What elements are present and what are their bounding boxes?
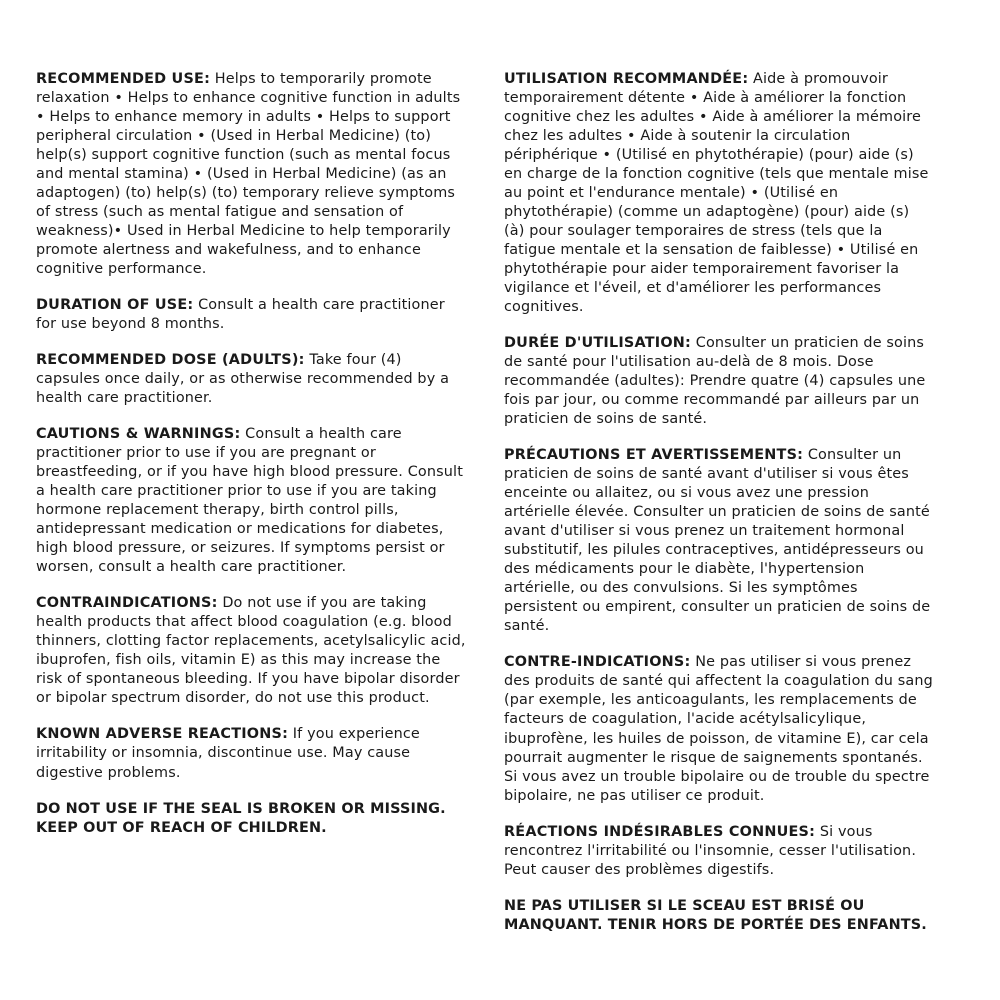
section-body: Ne pas utiliser si vous prenez des produits de santé qui affectent la coagulation du sang (par exemple, les anticoagulants, les remplacements de facteurs de coagulation, l'acide acétylsalicylique, ibuprofène, les huiles de poisson, de vitamine E), car cela pourrait augmenter le risque de saignements spontanés. Si vous avez un trouble bipolaire ou de trouble du spectre bipolaire, ne pas utiliser ce produit.: [504, 654, 933, 804]
section-reactions-indesirables: [504, 823, 934, 880]
section-body: Aide à promouvoir temporairement détente • Aide à améliorer la fonction cognitive chez les adultes • Aide à améliorer la mémoire chez les adultes • Aide à soutenir la circulation périphérique • (Utilisé en phytothérapie) (pour) aide (s) en charge de la fonction cognitive (tels que mentale mise au point et l'endurance mentale) • (Utilisé en phytothérapie) (comme un adaptogène) (pour) aide (s) (à) pour soulager temporaires de stress (tels que la fatigue mentale et la sensation de faiblesse) • Utilisé en phytothérapie pour aider temporairement favoriser la vigilance et l'éveil, et d'améliorer les performances cognitives.: [504, 71, 929, 316]
label-column-french: [504, 70, 934, 935]
section-heading: RECOMMENDED USE:: [36, 71, 211, 87]
section-heading: CAUTIONS & WARNINGS:: [36, 426, 241, 443]
section-cautions-warnings: [36, 425, 466, 577]
label-column-english: [36, 70, 466, 838]
section-body: Consult a health care practitioner prior to use if you are pregnant or breastfeeding, or if you have high blood pressure. Consult a health care practitioner prior to use if you are taking hormone replacement therapy, birth control pills, antidepressant medication or medications for diabetes, high blood pressure, or seizures. If symptoms persist or worsen, consult a health care practitioner.: [36, 426, 463, 576]
section-body: Consult a health care practitioner for use beyond 8 months.: [36, 297, 445, 333]
section-heading: RECOMMENDED DOSE (ADULTS):: [36, 352, 305, 369]
section-contre-indications: [504, 653, 934, 805]
section-body: Si vous rencontrez l'irritabilité ou l'insomnie, cesser l'utilisation. Peut causer des problèmes digestifs.: [504, 823, 917, 878]
section-body: Take four (4) capsules once daily, or as otherwise recommended by a health care practitioner.: [36, 352, 450, 407]
section-body: Do not use if you are taking health products that affect blood coagulation (e.g. blood thinners, clotting factor replacements, acetylsalicylic acid, ibuprofen, fish oils, vitamin E) as this may increase the risk of spontaneous bleeding. If you have bipolar disorder or bipolar spectrum disorder, do not use this product.: [36, 595, 466, 707]
section-heading: CONTRAINDICATIONS:: [36, 595, 218, 612]
section-precautions-avertissements: [504, 446, 934, 636]
section-duration-of-use: [36, 296, 466, 334]
section-utilisation-recommandee: [504, 70, 934, 317]
section-known-adverse-reactions: [36, 725, 466, 782]
section-recommended-dose: [36, 351, 466, 408]
section-body: Consulter un praticien de soins de santé avant d'utiliser si vous êtes enceinte ou allaitez, ou si vous avez une pression artérielle élevée. Consulter un praticien de soins de santé avant d'utiliser si vous prenez un traitement hormonal substitutif, les pilules contraceptives, antidépresseurs ou des médicaments pour le diabète, l'hypertension artérielle, ou des convulsions. Si les symptômes persistent ou empirent, consulter un praticien de soins de santé.: [504, 447, 931, 635]
section-duree-utilisation: [504, 334, 934, 429]
section-body: Consulter un praticien de soins de santé pour l'utilisation au-delà de 8 mois. Dose recommandée (adultes): Prendre quatre (4) capsules une fois par jour, ou comme recommandé par ailleurs par un praticien de soins de santé.: [504, 335, 926, 428]
section-body: If you experience irritability or insomnia, discontinue use. May cause digestive problems.: [36, 726, 420, 781]
section-heading: UTILISATION RECOMMANDÉE:: [504, 71, 749, 87]
label-footer-warning: DO NOT USE IF THE SEAL IS BROKEN OR MISSING. KEEP OUT OF REACH OF CHILDREN.: [36, 800, 446, 836]
section-heading: PRÉCAUTIONS ET AVERTISSEMENTS:: [504, 447, 804, 464]
label-footer-warning: NE PAS UTILISER SI LE SCEAU EST BRISÉ OU MANQUANT. TENIR HORS DE PORTÉE DES ENFANTS.: [504, 897, 927, 933]
section-recommended-use: [36, 70, 466, 279]
section-heading: CONTRE-INDICATIONS:: [504, 654, 691, 671]
section-heading: KNOWN ADVERSE REACTIONS:: [36, 726, 289, 743]
section-heading: DURATION OF USE:: [36, 297, 194, 314]
section-heading: RÉACTIONS INDÉSIRABLES CONNUES:: [504, 823, 816, 840]
section-body: Helps to temporarily promote relaxation • Helps to enhance cognitive function in adults • Helps to enhance memory in adults • Helps to support peripheral circulation • (Used in Herbal Medicine) (to) help(s) support cognitive function (such as mental focus and mental stamina) • (Used in Herbal Medicine) (as an adaptogen) (to) help(s) (to) temporary relieve symptoms of stress (such as mental fatigue and sensation of weakness)• Used in Herbal Medicine to help temporarily promote alertness and wakefulness, and to enhance cognitive performance.: [36, 71, 461, 278]
section-heading: DURÉE D'UTILISATION:: [504, 335, 692, 352]
section-contraindications: [36, 594, 466, 708]
label-columns: [36, 70, 964, 935]
